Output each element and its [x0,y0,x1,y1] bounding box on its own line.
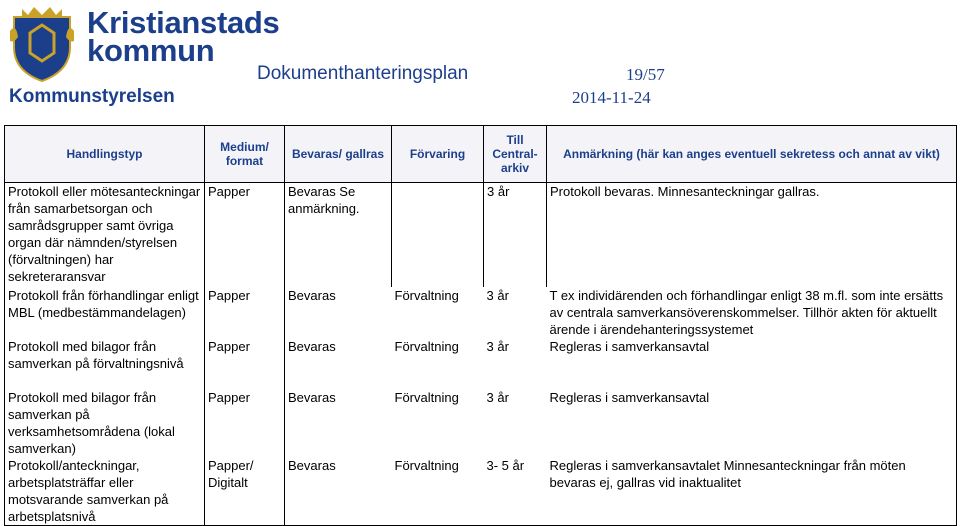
cell-keep-or-dispose: Bevaras Se anmärkning. [285,183,392,288]
cell-remarks: Regleras i samverkansavtal [547,389,957,457]
cell-storage: Förvaltning [394,339,459,354]
cell-document-type: Protokoll från förhandlingar enligt MBL (medbestämmandelagen) [5,287,205,338]
org-name-line1: Kristianstads [87,5,280,40]
header-central-archive: Till Central- arkiv [484,126,547,183]
cell-storage: Förvaltning [394,288,459,303]
table-row [5,389,957,457]
cell-remarks: Regleras i samverkansavtalet Minnesanteckningar från möten bevaras ej, gallras vid inaktualitet [547,457,957,526]
cell-document-type: Protokoll med bilagor från samverkan på förvaltningsnivå [5,338,205,389]
header-medium: Medium/ format [205,126,285,183]
document-title: Dokumenthanteringsplan [257,63,469,84]
table-row [5,457,957,526]
cell-document-type: Protokoll med bilagor från samverkan på verksamhetsområdena (lokal samverkan) [5,389,205,457]
cell-central-archive: 3- 5 år [484,457,547,526]
cell-central-archive: 3 år [486,390,509,405]
document-date: 2014-11-24 [572,88,651,107]
header-storage: Förvaring [392,126,484,183]
cell-medium: Papper [205,338,285,389]
document-plan-table [4,125,957,526]
header-keep-or-dispose: Bevaras/ gallras [285,126,392,183]
coat-of-arms-logo [8,3,76,83]
org-name-line2: kommun [87,33,215,68]
cell-storage: Förvaltning [394,390,459,405]
cell-document-type: Protokoll/anteckningar, arbetsplatsträffar eller motsvarande samverkan på arbetsplatsnivå [5,457,205,526]
committee-name: Kommunstyrelsen [9,86,175,107]
cell-medium: Papper [205,287,285,338]
header-document-type: Handlingstyp [5,126,205,183]
cell-remarks: Regleras i samverkansavtal [547,338,957,389]
cell-keep-or-dispose: Bevaras [288,288,336,303]
cell-central-archive: 3 år [484,183,547,288]
cell-medium: Papper [205,389,285,457]
table-header-row [5,126,957,183]
cell-central-archive: 3 år [486,339,509,354]
page-number: 19/57 [626,65,665,84]
cell-keep-or-dispose: Bevaras [285,457,392,526]
table-row [5,338,957,389]
cell-document-type: Protokoll eller mötesanteckningar från samarbetsorgan och samrådsgrupper samt övriga organ där nämnden/styrelsen (förvaltningen) har sekreteraransvar [5,183,205,288]
cell-central-archive: 3 år [486,288,509,303]
cell-remarks: Protokoll bevaras. Minnesanteckningar gallras. [547,183,957,288]
cell-storage: Förvaltning [392,457,484,526]
cell-keep-or-dispose: Bevaras [288,390,336,405]
table-row [5,287,957,338]
cell-storage [392,183,484,288]
header-remarks: Anmärkning (här kan anges eventuell sekretess och annat av vikt) [547,126,957,183]
cell-medium: Papper [205,183,285,288]
cell-keep-or-dispose: Bevaras [288,339,336,354]
cell-remarks: T ex individärenden och förhandlingar enligt 38 m.fl. som inte ersätts av centrala samverkansöverenskommelser. Tillhör akten för aktuellt ärende i ärendehanteringssystemet [547,287,957,338]
cell-medium: Papper/ Digitalt [205,457,285,526]
table-row [5,183,957,288]
